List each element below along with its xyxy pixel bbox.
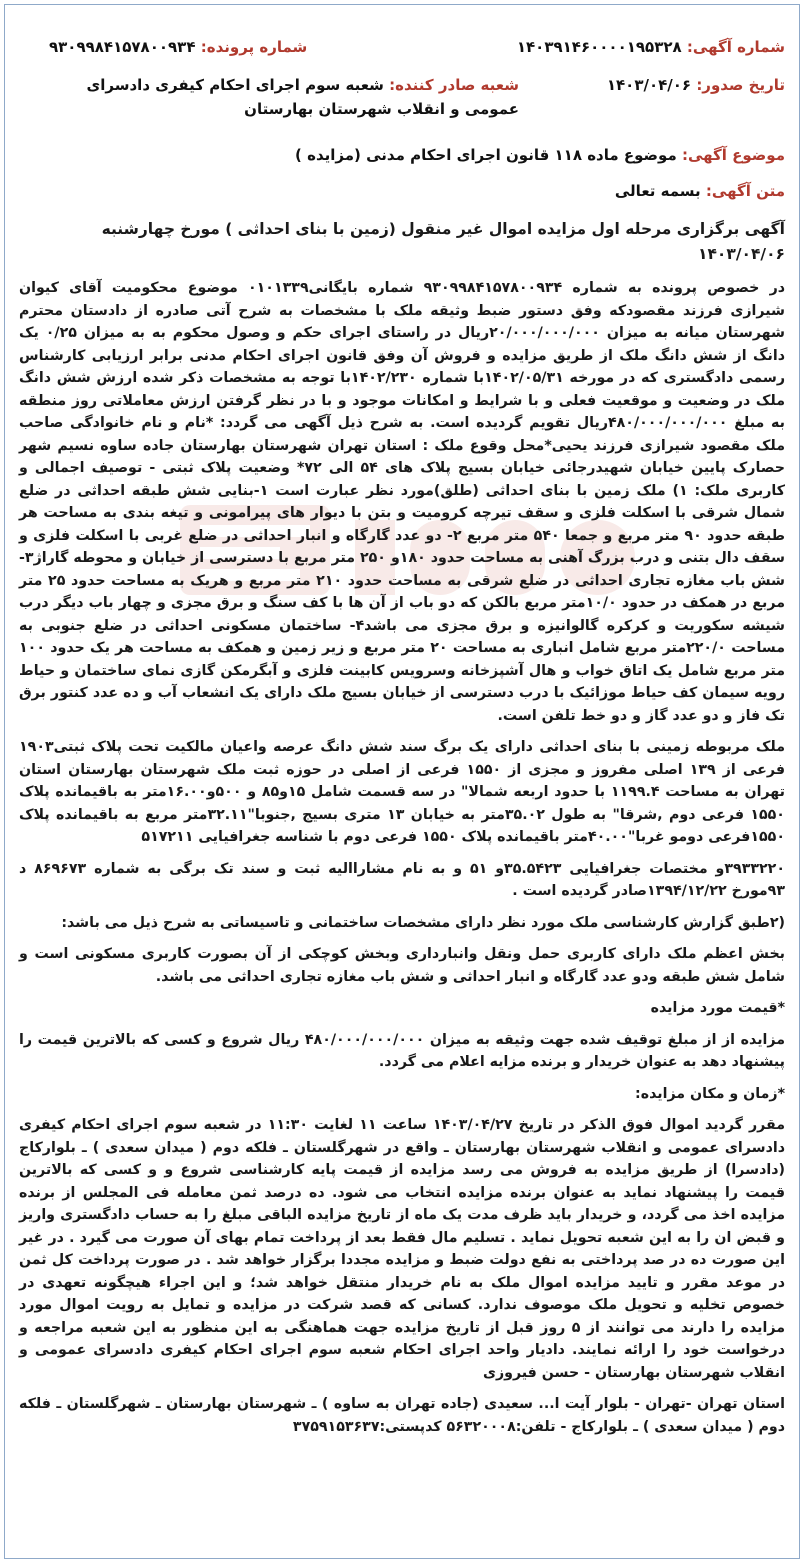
ad-headline: آگهی برگزاری مرحله اول مزایده اموال غیر منقول (زمین با بنای احداثی ) مورخ چهارشنبه ۱۴۰۳/۰۴/۰۶ xyxy=(101,220,785,263)
issuer-value: شعبه سوم اجرای احکام کیفری دادسرای عمومی و انقلاب شهرستان بهارستان xyxy=(86,76,519,118)
time-place-heading: *زمان و مکان مزایده: xyxy=(635,1085,785,1102)
case-number xyxy=(49,35,307,59)
address-footer: استان تهران -تهران - بلوار آیت ا... سعیدی (جاده تهران به ساوه ) ـ شهرستان بهارستان ـ شهرگلستان ـ فلکه دوم ( میدان سعدی ) ـ بلوارکاج - تلفن:۵۶۳۲۰۰۰۸ کدپستی:۳۷۵۹۱۵۳۶۳۷ xyxy=(19,1396,785,1435)
issue-date-label: تاریخ صدور: xyxy=(696,76,785,94)
case-number-label: شماره پرونده: xyxy=(200,38,308,56)
subject-value: موضوع ماده ۱۱۸ قانون اجرای احکام مدنی (مزایده ) xyxy=(295,146,677,164)
paragraph-expert-report: (۲طبق گزارش کارشناسی ملک مورد نظر دارای مشخصات ساختمانی و تاسیساتی به شرح ذیل می باشد: xyxy=(61,914,785,931)
issue-date xyxy=(607,73,785,97)
ad-frame xyxy=(4,4,800,1559)
ad-number-value: ۱۴۰۳۹۱۴۶۰۰۰۰۱۹۵۳۲۸ xyxy=(516,38,682,56)
price-heading: *قیمت مورد مزایده xyxy=(650,1000,785,1016)
ad-number xyxy=(517,35,785,59)
text-label: متن آگهی: xyxy=(705,182,785,200)
paragraph-case-details: در خصوص پرونده به شماره ۹۳۰۹۹۸۴۱۵۷۸۰۰۹۳۴ شماره بایگانی۰۱۰۱۳۳۹ موضوع محکومیت آقای کیوان شیرازی فرزند مقصودکه وفق دستور ضبط وثیقه ملک با مشخصات به شرح آتی صادره از دادستان محترم شهرستان میانه به میزان ۲۰/۰۰۰/۰۰۰/۰۰۰ریال در راستای اجرای حکم و وصول محکوم به به میزان ۰/۲۵ یک دانگ از شش دانگ ملک از طریق مزایده و فروش آن وفق قانون اجرای احکام مدنی برابر ارزیابی کارشناس رسمی دادگستری که در مورخه ۱۴۰۲/۰۵/۳۱با شماره ۱۴۰۲/۲۳۰با توجه به مشخصات ذکر شده ارزش شش دانگ ملک در وضعیت و موقعیت فعلی و با شرایط و امکانات موجود و با در نظر گرفتن ارزش معاملاتی روز منطقه به مبلغ ۴۸۰/۰۰۰/۰۰۰/۰۰۰ریال تقویم گردیده است. به شرح ذیل آگهی می گردد: *نام و نام خانوادگی صاحب ملک مقصود شیرازی فرزند یحیی*محل وقوع ملک : استان تهران شهرستان بهارستان جاده ساوه نسیم شهر حصارک پایین خیابان شهیدرجائی خیابان بسیج پلاک های ۵۴ الی ۷۲* وضعیت پلاک ثبتی - توصیف اجمالی و کاربری ملک: ۱) ملک زمین با بنای احداثی (طلق)مورد نظر عبارت است ۱-بنایی شش طبقه احداثی در ضلع شمال شرقی با اسکلت فلزی و سقف تیرچه کرومیت و بتن با دیوار های پیرامونی و تیغه بندی به مساحت هر طبقه حدود ۹۰ متر مربع و جمعا ۵۴۰ متر مربع ۲- دو عدد گارگاه و انبار احداثی در ضلع غربی با اسکلت فلزی و سقف دال بتنی و درب بزرگ آهنی به مساحت حدود ۱۸۰و ۲۵۰ متر مربع با دسترسی از خیابان و محوطه گاراژ۳-شش باب مغازه تجاری احداثی در ضلع شرقی به مساحت حدود ۲۱۰ متر مربع و هریک به مساحت حدود ۲۵ متر مربع در همکف در حدود ۱۰/۰متر مربع بالکن که دو باب از آن ها با کف سنگ و برق مجزی و چهار باب دیگر درب شیشه سکوریت و کرکره گالوانیزه و برق مجزی می باشد۴- ساختمان مسکونی احداثی در ضلع جنوبی به مساحت ۲۲۰/۰متر مربع شامل انباری به مساحت ۲۰ متر مربع و زیر زمین و همکف به مساحت هر یک حدود ۱۰۰ متر مربع شامل یک اتاق خواب و هال آشپزخانه وسرویس کابینت فلزی و آبگرمکن گازی نمای ساختمان و حیاط رویه سیمان کف حیاط موزائیک با درب دسترسی از خیابان بسیج ملک دارای یک انشعاب آب و ده عدد کنتور برق تک فاز و دو عدد گاز و دو خط تلفن است. xyxy=(19,280,786,724)
issuer-label: شعبه صادر کننده: xyxy=(389,76,519,94)
case-number-value: ۹۳۰۹۹۸۴۱۵۷۸۰۰۹۳۴ xyxy=(49,38,196,56)
paragraph-coordinates: ۳۹۳۳۲۲۰و مختصات جغرافیایی ۳۵.۵۴۲۳و ۵۱ و به نام مشاراالیه ثبت و سند تک برگی به شماره ۸۶۹۶۷۳ د ۹۳مورخ ۱۳۹۴/۱۲/۲۲صادر گردیده است . xyxy=(19,860,785,899)
issue-date-value: ۱۴۰۳/۰۴/۰۶ xyxy=(606,76,692,94)
paragraph-price: مزایده از از مبلغ توقیف شده جهت وثیقه به میزان ۴۸۰/۰۰۰/۰۰۰/۰۰۰ ریال شروع و کسی که بالاترین قیمت را پیشنهاد دهد به عنوان خریدار و برنده مزایه اعلام می گردد. xyxy=(19,1031,785,1070)
ad-text-header xyxy=(19,179,785,217)
issuer xyxy=(49,73,519,121)
header-row-2 xyxy=(19,73,785,135)
paragraph-usage: بخش اعظم ملک دارای کاربری حمل ونقل وانبارداری وبخش کوچکی از آن بصورت کاربری مسکونی است و شامل شش طبقه ودو عدد گارگاه و انبار احداثی و شش باب مغازه تجاری احداثی می باشد. xyxy=(19,946,785,985)
text-value: بسمه تعالی xyxy=(614,182,701,200)
ad-number-label: شماره آگهی: xyxy=(686,38,785,56)
subject-label: موضوع آگهی: xyxy=(681,146,785,164)
paragraph-time-place: مقرر گردید اموال فوق الذکر در تاریخ ۱۴۰۳/۰۴/۲۷ ساعت ۱۱ لغایت ۱۱:۳۰ در شعبه سوم اجرای احکام کیفری دادسرای عمومی و انقلاب شهرستان بهارستان ـ واقع در شهرگلستان ـ فلکه دوم ( میدان سعدی ) ـ بلوارکاج (دادسرا) از طریق مزایده به فروش می رسد مزایده از قیمت پایه کارشناسی شروع و و کسی که بالاترین قیمت را پیشنهاد نماید به عنوان برنده مزایده انتخاب می شود. ده درصد ثمن معامله فی المجلس از برنده مزایده اخذ می گردد، و خریدار باید ظرف مدت یک ماه از تاریخ مزایده الباقی مبلغ را به حساب دادگستری واریز و قبض ان را به این شعبه تحویل نماید . تسلیم مال فقط بعد از پرداخت تمام بهای آن صورت می گیرد . در غیر این صورت ده در صد پرداختی به نفع دولت ضبط و مزایده مجددا برگزار خواهد شد . در صورت پرداخت کل ثمن در موعد مقرر و تایید مزایده اموال ملک به نام خریدار منتقل خواهد شد؛ و این اجراء هیچگونه تعهدی در خصوص تخلیه و تحویل ملک موصوف ندارد. کسانی که قصد شرکت در مزایده و تمایل به رویت اموال مورد مزایده را دارند می توانند از ۵ روز قبل از تاریخ مزایده جهت هماهنگی به این منظور به این شعبه مراجعه و درخواست خود را ارائه نمایند. دادیار واحد اجرای احکام شعبه سوم اجرای احکام کیفری دادسرای عمومی و انقلاب شهرستان بهارستان - حسن فیروزی xyxy=(19,1117,786,1381)
header-row-1 xyxy=(19,35,785,73)
ad-subject xyxy=(19,143,785,179)
paragraph-property-deed: ملک مربوطه زمینی با بنای احداثی دارای یک برگ سند شش دانگ عرصه واعیان مالکیت تحت پلاک ثبتی۱۹۰۳ فرعی از ۱۳۹ اصلی مفروز و مجزی از ۱۵۵۰ فرعی از اصلی در حوزه ثبت ملک شهرستان بهارستان استان تهران به مساحت ۱۱۹۹.۴ با حدود اربعه شمالا" در سه قسمت شامل ۱۵و۸۵ و ۵۰۰و۱۶.۰۰متر به باقیمانده پلاک ۱۵۵۰ فرعی دوم ,شرقا" به طول ۳۵.۰۲متر به خیابان ۱۳ متری بسیج ,جنوبا"۳۲.۱۱متر مربع به باقیمانده پلاک ۱۵۵۰فرعی دومو غربا"۴۰.۰۰متر باقیمانده پلاک ۱۵۵۰ فرعی دوم با شناسه جغرافیایی ۵۱۷۲۱۱ xyxy=(19,739,785,845)
